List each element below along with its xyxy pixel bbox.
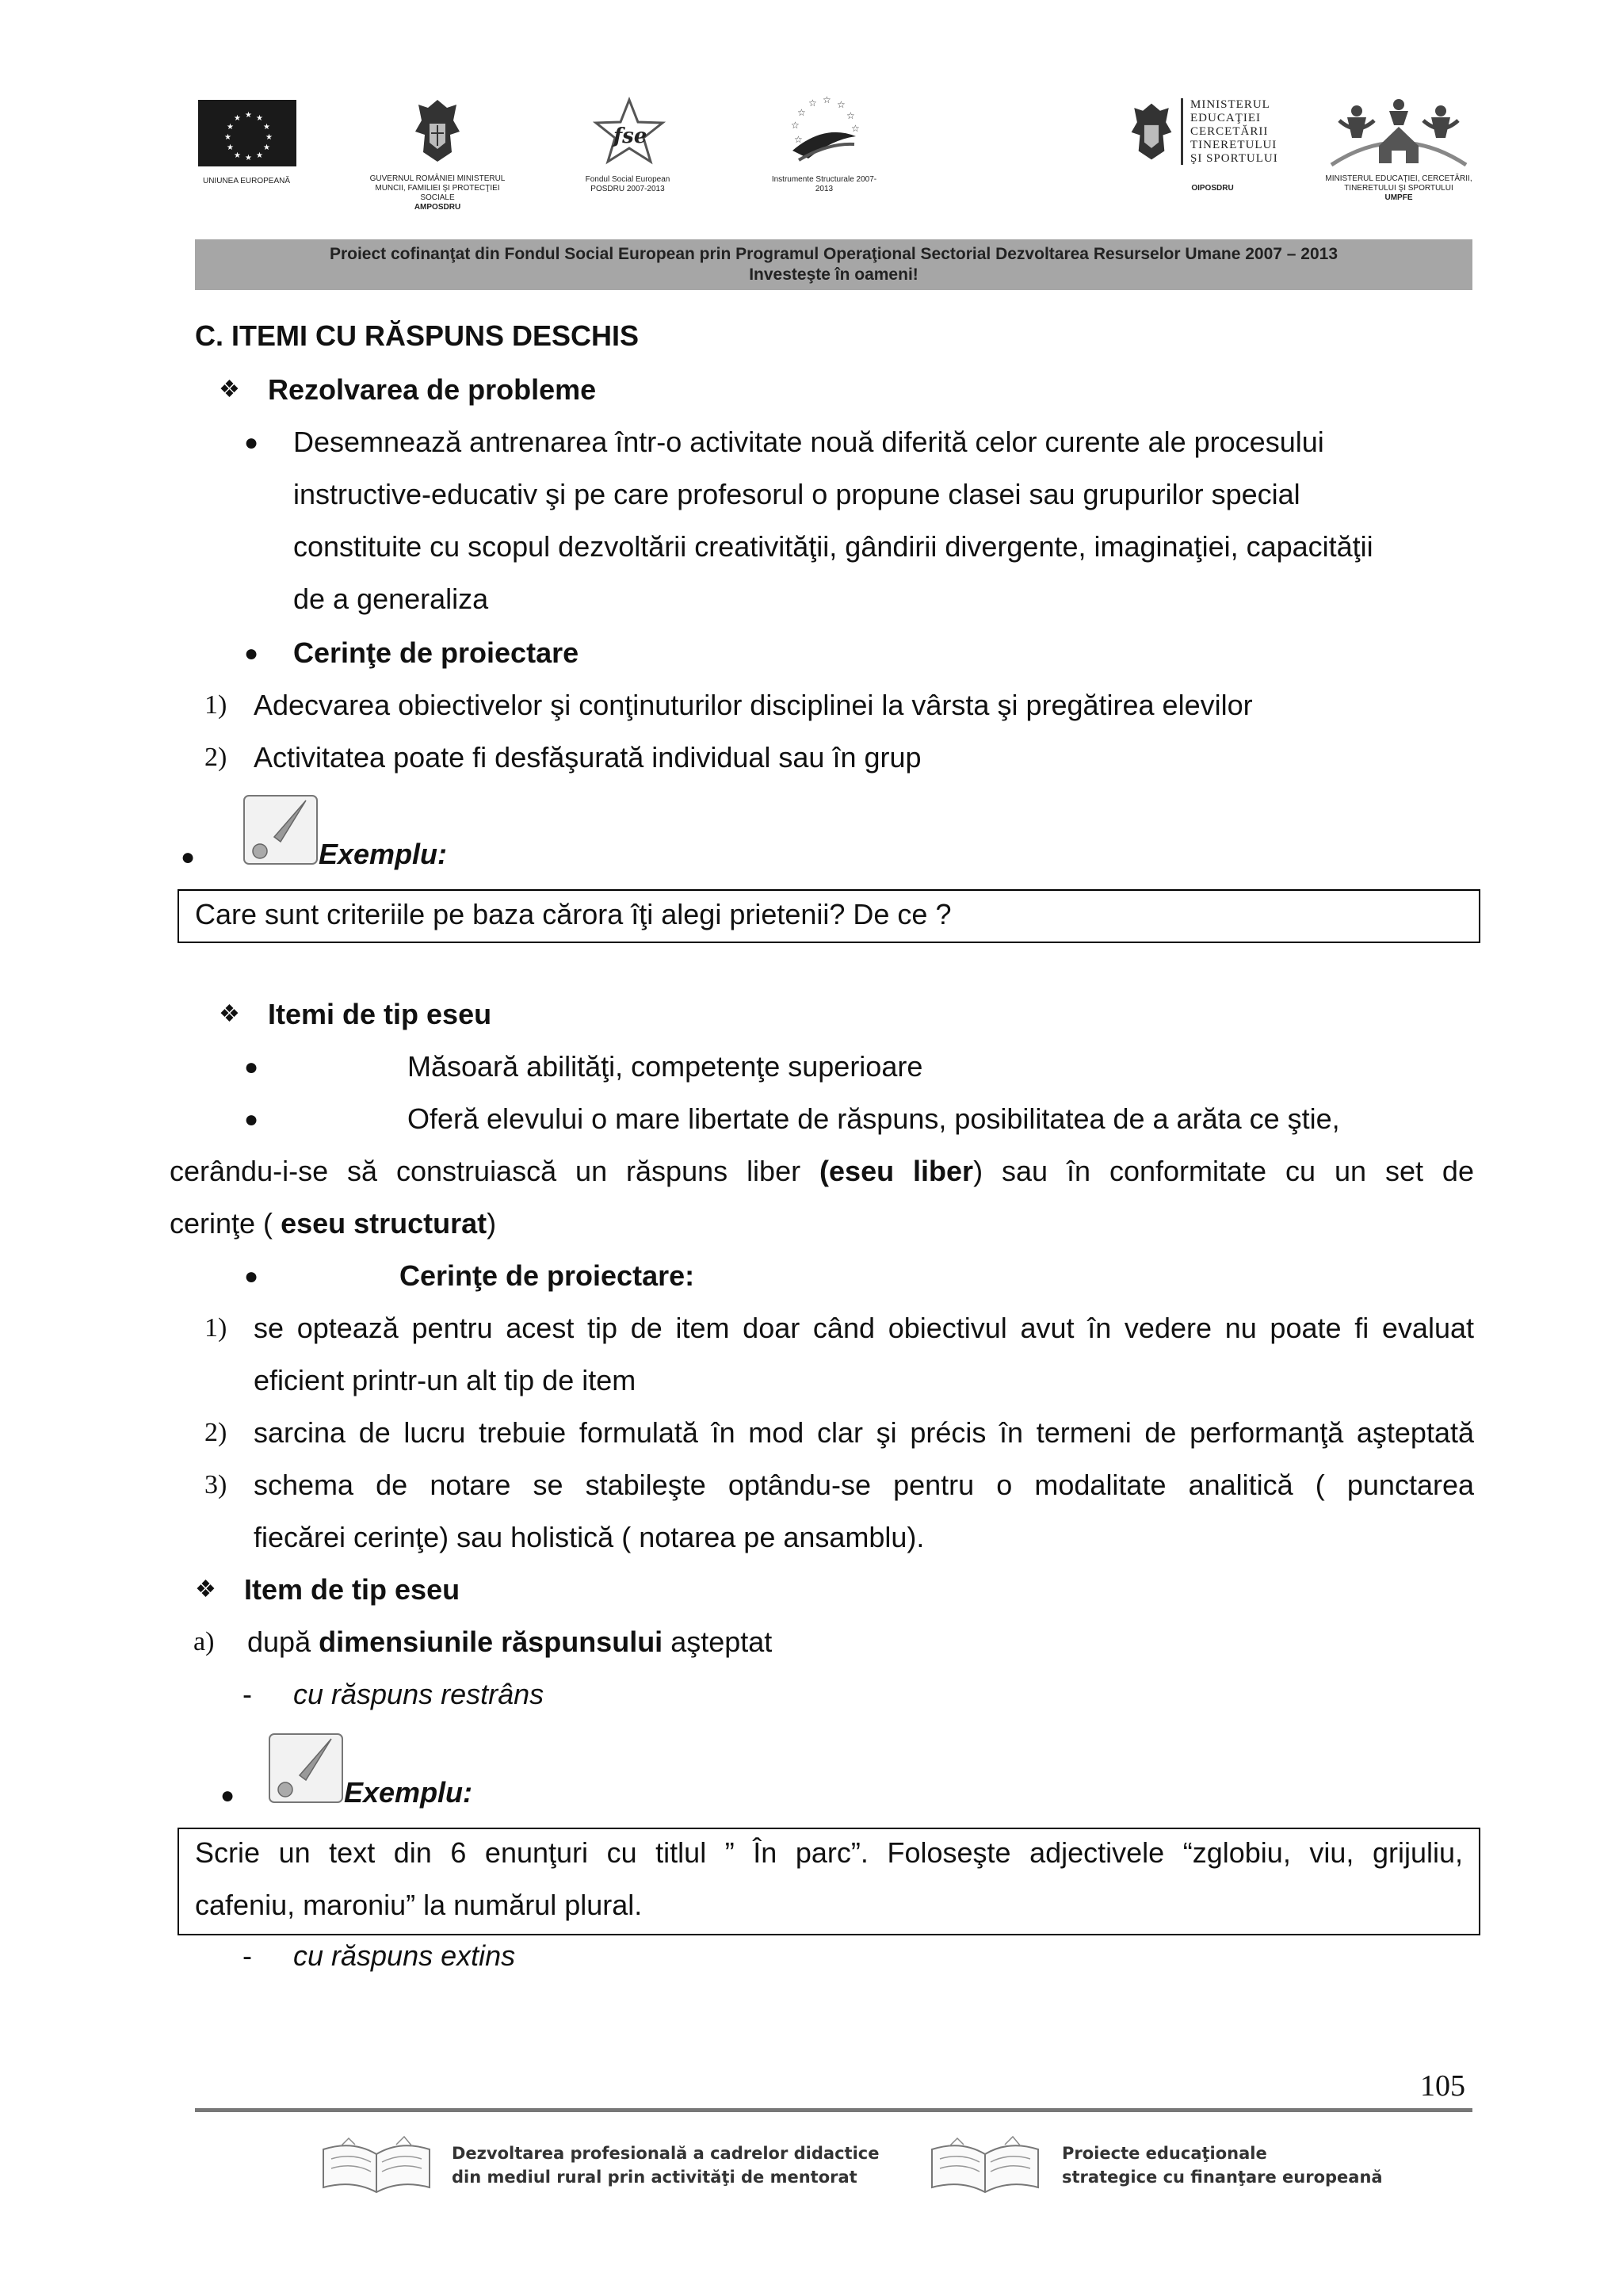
subheading-rezolvare: Rezolvarea de probleme xyxy=(268,373,597,406)
exclamation-note-icon xyxy=(268,1733,344,1804)
paragraph-line: cerinţe ( eseu structurat) xyxy=(170,1207,497,1240)
diamond-bullet-icon: ❖ xyxy=(219,1001,240,1027)
requirements-heading: Cerinţe de proiectare xyxy=(293,636,579,669)
example-label: Exemplu: xyxy=(344,1776,473,1809)
list-number: 2) xyxy=(204,1418,227,1447)
example-text: Care sunt criteriile pe baza cărora îţi alegi prietenii? De ce ? xyxy=(195,898,952,930)
banner-line-2: Investeşte în oameni! xyxy=(749,266,918,284)
list-item: după dimensiunile răspunsului aşteptat xyxy=(247,1626,773,1658)
eu-flag-icon xyxy=(198,100,296,166)
open-book-icon xyxy=(317,2135,436,2195)
list-number: 1) xyxy=(204,1313,227,1343)
svg-text:☆: ☆ xyxy=(808,97,817,109)
footer-rule xyxy=(195,2108,1472,2112)
round-bullet-icon: ● xyxy=(244,640,259,667)
svg-text:★: ★ xyxy=(256,114,263,123)
list-number: 3) xyxy=(204,1470,227,1499)
fse-star-icon xyxy=(591,97,667,165)
svg-text:★: ★ xyxy=(256,151,263,160)
instruments-caption: Instrumente Structurale 2007-2013 xyxy=(771,175,877,193)
open-book-icon xyxy=(926,2135,1044,2195)
bullet-text: Măsoară abilităţi, competenţe superioare xyxy=(407,1050,923,1083)
footer-left-text: Dezvoltarea profesională a cadrelor didactice din mediul rural prin activităţi de mentorat xyxy=(452,2144,880,2187)
dash-bullet: - xyxy=(242,1939,252,1972)
example-box xyxy=(178,889,1480,943)
subheading-item-eseu: Item de tip eseu xyxy=(244,1573,460,1606)
example-text-line-2: cafeniu, maroniu” la numărul plural. xyxy=(195,1889,643,1921)
svg-text:☆: ☆ xyxy=(797,107,806,118)
paragraph-line: instructive-educativ şi pe care profesorul o propune clasei sau grupurilor special xyxy=(293,478,1300,510)
svg-text:☆: ☆ xyxy=(837,99,846,110)
fse-caption: Fondul Social European POSDRU 2007-2013 xyxy=(585,175,670,193)
ministry-name-block: MINISTERUL EDUCAŢIEI CERCETĂRII TINERETULUI ŞI SPORTULUI xyxy=(1190,98,1278,165)
svg-text:★: ★ xyxy=(227,123,234,132)
page-number: 105 xyxy=(1420,2069,1465,2103)
ministry-coat-of-arms-icon xyxy=(1128,98,1174,165)
list-item: sarcina de lucru trebuie formulată în mod clar şi précis în termeni de performanţă aşteptată xyxy=(254,1416,1474,1449)
round-bullet-icon: ● xyxy=(181,844,196,870)
svg-text:★: ★ xyxy=(265,133,273,142)
oiposdru-caption: OIPOSDRU xyxy=(1191,184,1234,193)
example-label: Exemplu: xyxy=(319,838,448,870)
svg-text:★: ★ xyxy=(227,143,234,152)
round-bullet-icon: ● xyxy=(220,1782,235,1809)
project-banner xyxy=(195,239,1472,290)
svg-text:★: ★ xyxy=(234,151,241,160)
example-text-line-1: Scrie un text din 6 enunţuri cu titlul ” În parc”. Foloseşte adjectivele “zglobiu, viu, grijuliu, xyxy=(195,1836,1463,1869)
dash-item: cu răspuns restrâns xyxy=(293,1678,544,1710)
exclamation-note-icon xyxy=(242,794,319,865)
example-box xyxy=(178,1828,1480,1935)
svg-text:fse: fse xyxy=(613,124,647,148)
svg-text:☆: ☆ xyxy=(846,110,855,121)
svg-text:★: ★ xyxy=(234,114,241,123)
svg-text:☆: ☆ xyxy=(823,95,831,105)
section-title: C. ITEMI CU RĂSPUNS DESCHIS xyxy=(195,319,640,352)
eu-caption: UNIUNEA EUROPEANĂ xyxy=(202,177,291,185)
ministry-divider xyxy=(1181,98,1183,165)
gov-caption: GUVERNUL ROMÂNIEI MINISTERUL MUNCII, FAMILIEI ŞI PROTECŢIEI SOCIALE AMPOSDRU xyxy=(369,174,506,212)
svg-text:★: ★ xyxy=(245,111,252,120)
diamond-bullet-icon: ❖ xyxy=(195,1576,216,1603)
list-letter: a) xyxy=(193,1627,215,1656)
dash-bullet: - xyxy=(242,1678,252,1710)
svg-text:★: ★ xyxy=(263,123,270,132)
round-bullet-icon: ● xyxy=(244,1106,259,1133)
svg-text:☆: ☆ xyxy=(851,123,860,134)
paragraph-line: Desemnează antrenarea într-o activitate nouă diferită celor curente ale procesului xyxy=(293,426,1324,458)
list-number: 2) xyxy=(204,743,227,772)
list-number: 1) xyxy=(204,690,227,720)
list-item: se optează pentru acest tip de item doar când obiectivul avut în vedere nu poate fi evaluat xyxy=(254,1312,1474,1344)
umpfe-caption: MINISTERUL EDUCAŢIEI, CERCETĂRII, TINERETULUI ŞI SPORTULUI UMPFE xyxy=(1325,174,1472,202)
svg-text:☆: ☆ xyxy=(791,120,800,131)
bullet-text: Oferă elevului o mare libertate de răspuns, posibilitatea de a arăta ce ştie, xyxy=(407,1102,1340,1135)
justified-line: cerându-i-se să construiască un răspuns liber (eseu liber) sau în conformitate cu un set de xyxy=(170,1155,1474,1187)
diamond-bullet-icon: ❖ xyxy=(219,376,240,403)
round-bullet-icon: ● xyxy=(244,430,259,456)
footer-right-text: Proiecte educaţionale strategice cu finanţare europeană xyxy=(1062,2144,1383,2187)
requirements-heading: Cerinţe de proiectare: xyxy=(399,1259,695,1292)
list-item-continuation: eficient printr-un alt tip de item xyxy=(254,1364,636,1396)
umpfe-houses-icon xyxy=(1323,97,1474,168)
round-bullet-icon: ● xyxy=(244,1054,259,1080)
structural-instruments-icon xyxy=(785,95,864,166)
list-item-continuation: fiecărei cerinţe) sau holistică ( notarea pe ansamblu). xyxy=(254,1521,925,1553)
svg-text:★: ★ xyxy=(263,143,270,152)
svg-text:☆: ☆ xyxy=(794,134,803,145)
svg-text:★: ★ xyxy=(224,133,231,142)
subheading-eseu: Itemi de tip eseu xyxy=(268,998,492,1030)
paragraph-line: constituite cu scopul dezvoltării creativităţii, gândirii divergente, imaginaţiei, capacităţii xyxy=(293,530,1373,563)
list-item: Activitatea poate fi desfăşurată individual sau în grup xyxy=(254,741,922,774)
dash-item: cu răspuns extins xyxy=(293,1939,516,1972)
list-item: Adecvarea obiectivelor şi conţinuturilor disciplinei la vârsta şi pregătirea elevilor xyxy=(254,689,1253,721)
round-bullet-icon: ● xyxy=(244,1263,259,1289)
banner-line-1: Proiect cofinanţat din Fondul Social European prin Programul Operaţional Sectorial Dezvoltarea Resurselor Umane 2007 – 2013 xyxy=(329,245,1338,263)
paragraph-line: de a generaliza xyxy=(293,583,489,615)
list-item: schema de notare se stabileşte optându-se pentru o modalitate analitică ( punctarea xyxy=(254,1469,1474,1501)
romania-coat-of-arms-icon xyxy=(412,97,463,165)
svg-text:★: ★ xyxy=(245,154,252,162)
